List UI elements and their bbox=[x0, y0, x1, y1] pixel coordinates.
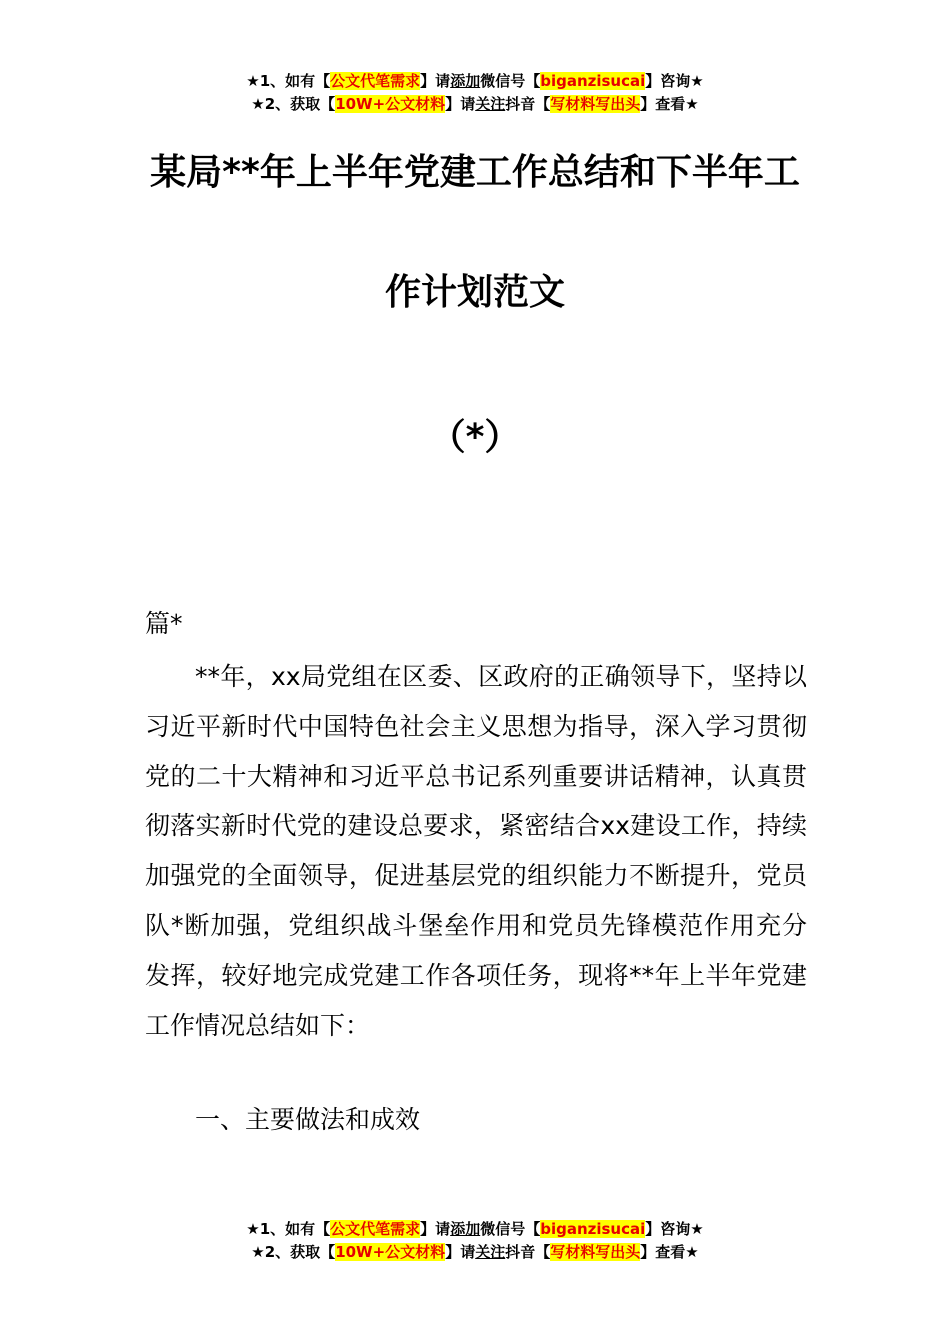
douyin-name-highlight: 写材料写出头 bbox=[550, 95, 641, 113]
banner-text: 】咨询★ bbox=[645, 1220, 704, 1238]
document-title-line-1: 某局**年上半年党建工作总结和下半年工 bbox=[150, 152, 800, 193]
wechat-id-highlight: biganzisucai bbox=[540, 72, 646, 90]
service-highlight: 公文代笔需求 bbox=[330, 1220, 421, 1238]
follow-action-text: 关注 bbox=[475, 1243, 506, 1261]
banner-text: ★1、如有【 bbox=[246, 1220, 331, 1238]
banner-text: 微信号【 bbox=[480, 72, 541, 90]
banner-text: 抖音【 bbox=[505, 1243, 551, 1261]
banner-text: ★2、获取【 bbox=[251, 95, 336, 113]
section-mark: 篇* bbox=[145, 609, 183, 638]
banner-text: 】请 bbox=[445, 1243, 476, 1261]
banner-line-2 bbox=[0, 1241, 950, 1264]
banner-text: 】请 bbox=[420, 72, 451, 90]
banner-text: 】查看★ bbox=[640, 95, 699, 113]
add-action-text: 添加 bbox=[450, 72, 481, 90]
materials-highlight: 10W+公文材料 bbox=[335, 95, 446, 113]
intro-paragraph: **年，xx局党组在区委、区政府的正确领导下，坚持以习近平新时代中国特色社会主义思想为指导，深入学习贯彻党的二十大精神和习近平总书记系列重要讲话精神，认真贯彻落实新时代党的建设总要求，紧密结合xx建设工作，持续加强党的全面领导，促进基层党的组织能力不断提升，党员队*断加强，党组织战斗堡垒作用和党员先锋模范作用充分发挥，较好地完成党建工作各项任务，现将**年上半年党建工作情况总结如下： bbox=[145, 662, 807, 1040]
banner-text: 抖音【 bbox=[505, 95, 551, 113]
banner-line-1 bbox=[0, 1218, 950, 1241]
banner-text: 微信号【 bbox=[480, 1220, 541, 1238]
wechat-id-highlight: biganzisucai bbox=[540, 1220, 646, 1238]
douyin-name-highlight: 写材料写出头 bbox=[550, 1243, 641, 1261]
document-title-line-3: （*） bbox=[429, 417, 521, 458]
materials-highlight: 10W+公文材料 bbox=[335, 1243, 446, 1261]
banner-line-2 bbox=[0, 93, 950, 116]
service-highlight: 公文代笔需求 bbox=[330, 72, 421, 90]
add-action-text: 添加 bbox=[450, 1220, 481, 1238]
banner-text: ★2、获取【 bbox=[251, 1243, 336, 1261]
banner-text: ★1、如有【 bbox=[246, 72, 331, 90]
bottom-banner bbox=[0, 1218, 950, 1264]
follow-action-text: 关注 bbox=[475, 95, 506, 113]
banner-text: 】请 bbox=[445, 95, 476, 113]
section-heading: 一、主要做法和成效 bbox=[195, 1105, 421, 1134]
top-banner bbox=[0, 70, 950, 116]
banner-text: 】查看★ bbox=[640, 1243, 699, 1261]
banner-text: 】咨询★ bbox=[645, 72, 704, 90]
banner-text: 】请 bbox=[420, 1220, 451, 1238]
document-title-line-2: 作计划范文 bbox=[384, 272, 565, 313]
banner-line-1 bbox=[0, 70, 950, 93]
